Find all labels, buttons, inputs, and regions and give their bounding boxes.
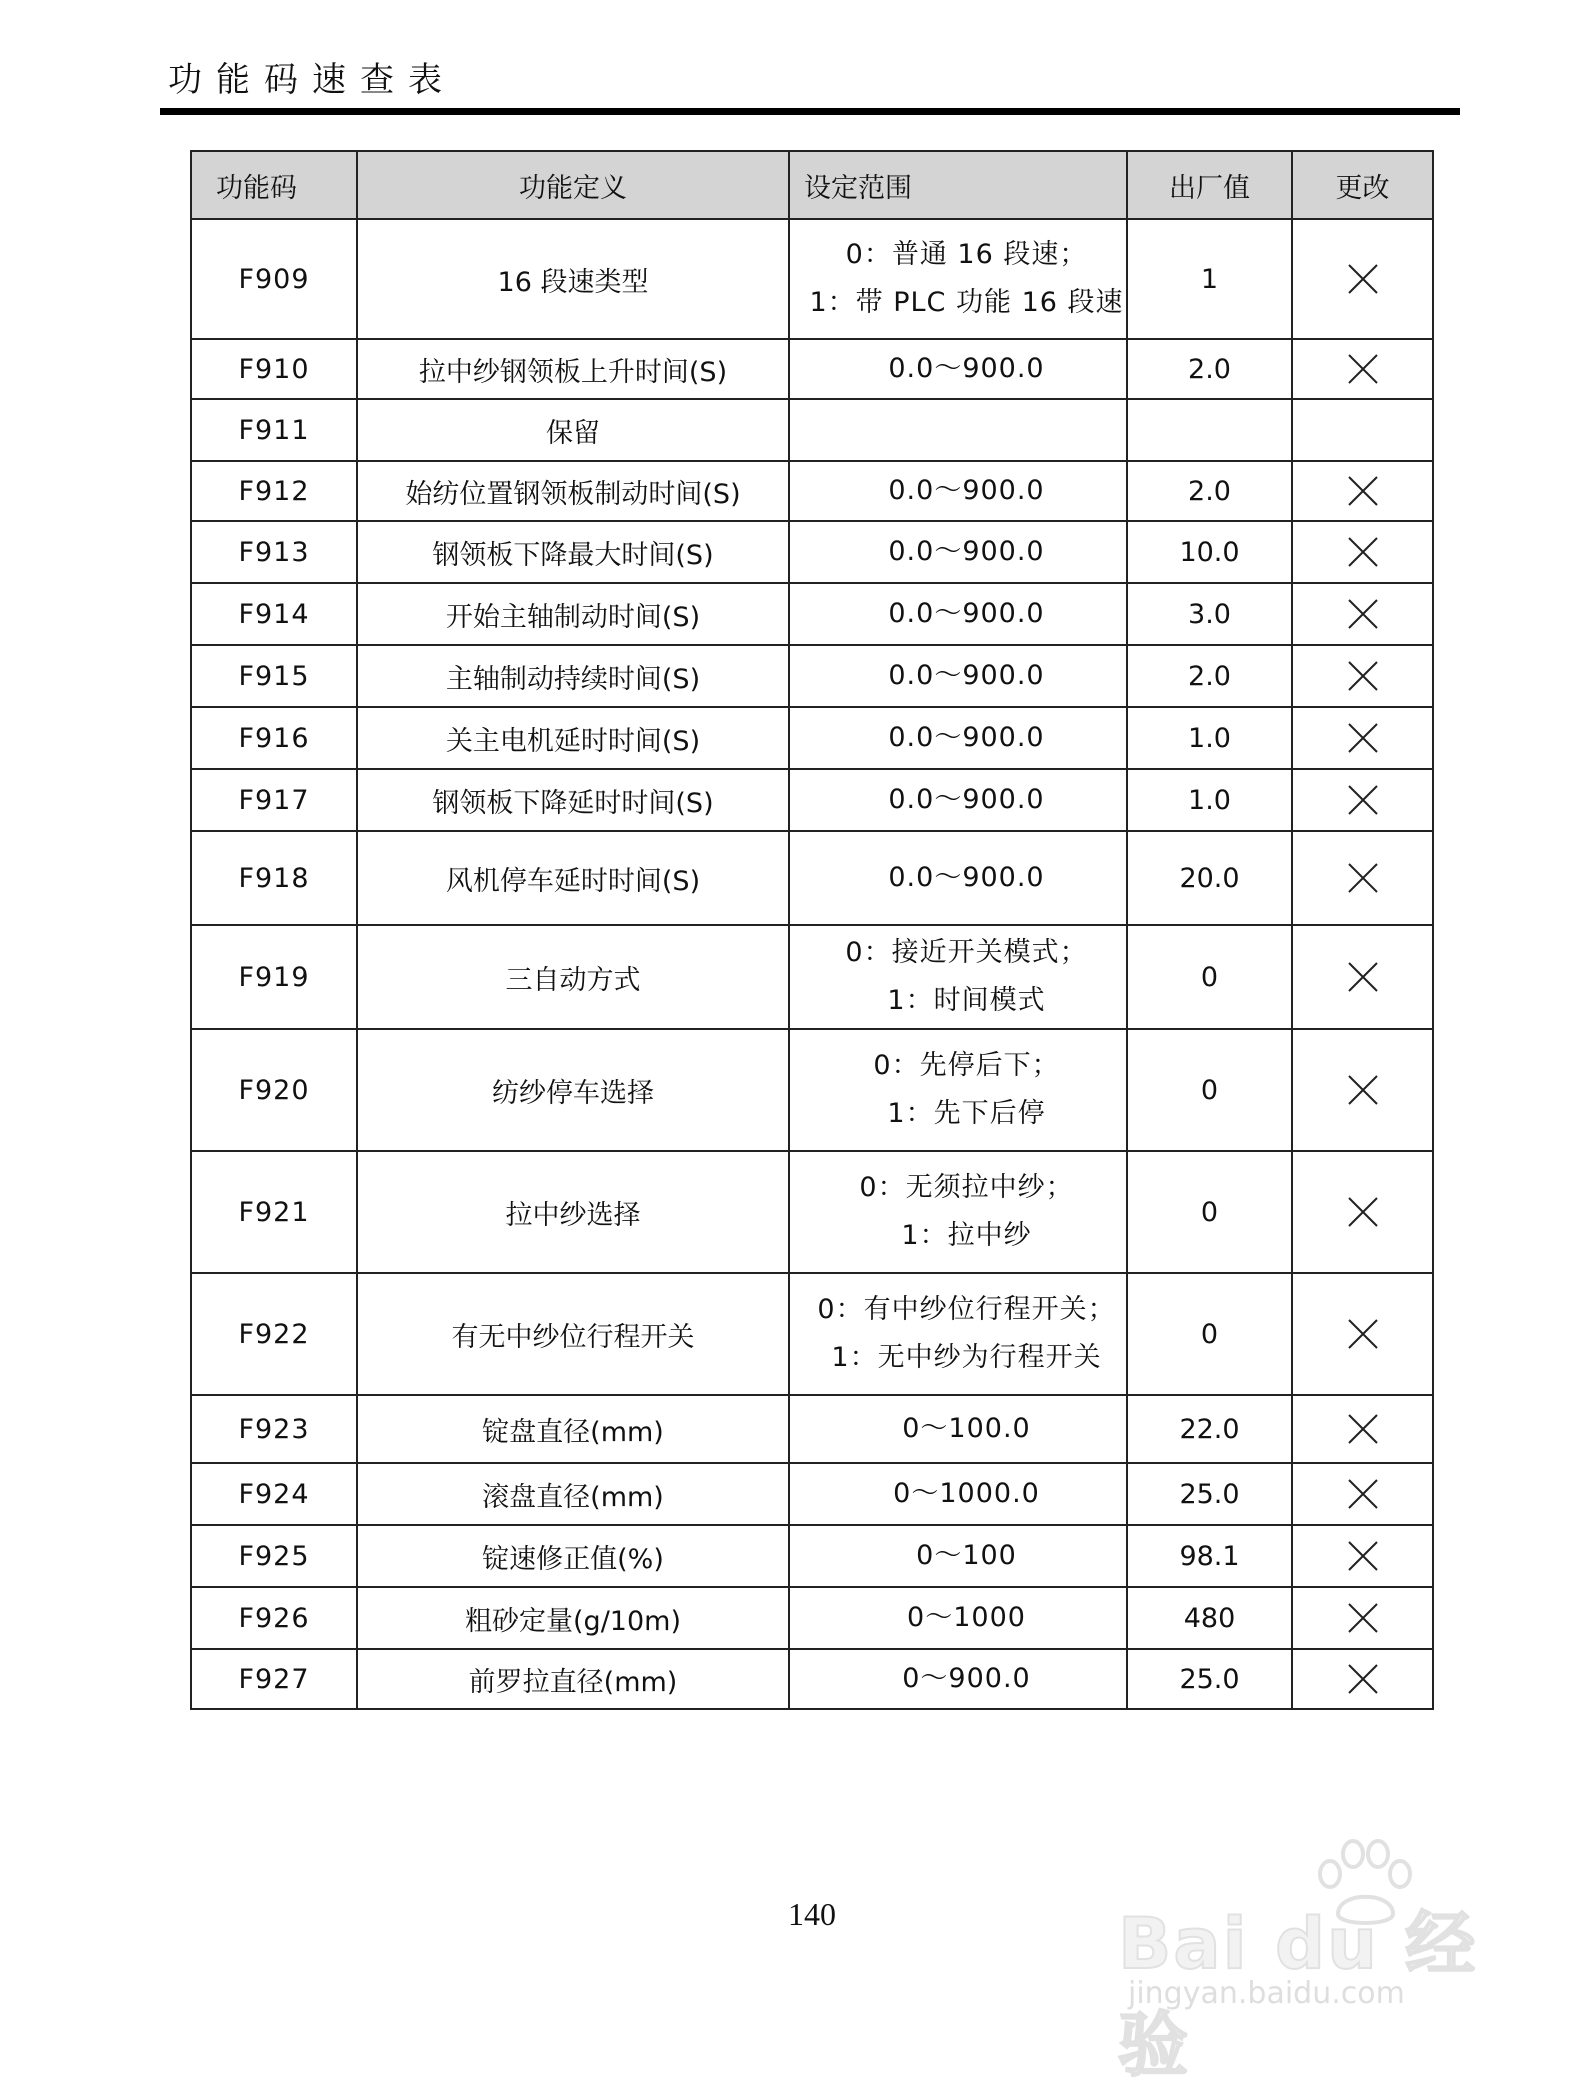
range-line: 0.0～900.0: [888, 598, 1045, 629]
table-row: [191, 925, 1433, 1029]
table-row: [191, 521, 1433, 583]
cell-definition: 滚盘直径(mm): [357, 1463, 789, 1525]
col-header-default: 出厂值: [1127, 151, 1292, 219]
cell-code: F909: [191, 219, 357, 339]
range-line: 0：无须拉中纱；: [859, 1172, 1074, 1203]
page-number: 140: [788, 1896, 836, 1932]
col-header-code: 功能码: [191, 151, 357, 219]
cell-change: [1292, 1395, 1433, 1463]
not-changeable-x-icon: [1346, 1317, 1380, 1351]
cell-change: [1292, 831, 1433, 925]
cell-definition: 16 段速类型: [357, 219, 789, 339]
cell-default: 98.1: [1127, 1525, 1292, 1587]
not-changeable-x-icon: [1346, 721, 1380, 755]
cell-default: 480: [1127, 1587, 1292, 1649]
cell-range: [789, 1151, 1127, 1273]
cell-change: [1292, 583, 1433, 645]
watermark-url: jingyan.baidu.com: [1128, 1976, 1405, 2011]
page-header-title: 功能码速查表: [168, 60, 456, 100]
not-changeable-x-icon: [1346, 783, 1380, 817]
table-row: [191, 1273, 1433, 1395]
cell-definition: 锭速修正值(%): [357, 1525, 789, 1587]
cell-code: F927: [191, 1649, 357, 1709]
cell-change: [1292, 1029, 1433, 1151]
not-changeable-x-icon: [1346, 474, 1380, 508]
table-row: [191, 1587, 1433, 1649]
not-changeable-x-icon: [1346, 1662, 1380, 1696]
cell-code: F916: [191, 707, 357, 769]
cell-range: [789, 1273, 1127, 1395]
cell-change: [1292, 1587, 1433, 1649]
cell-definition: 纺纱停车选择: [357, 1029, 789, 1151]
cell-code: F920: [191, 1029, 357, 1151]
cell-default: 0: [1127, 925, 1292, 1029]
cell-range: [789, 521, 1127, 583]
table-row: [191, 1395, 1433, 1463]
cell-code: F923: [191, 1395, 357, 1463]
cell-definition: 三自动方式: [357, 925, 789, 1029]
cell-default: 1.0: [1127, 769, 1292, 831]
cell-range: [789, 1463, 1127, 1525]
cell-default: 2.0: [1127, 461, 1292, 521]
table-row: [191, 1029, 1433, 1151]
cell-default: 25.0: [1127, 1463, 1292, 1525]
range-line: 0～1000: [907, 1602, 1026, 1633]
cell-definition: 主轴制动持续时间(S): [357, 645, 789, 707]
cell-code: F919: [191, 925, 357, 1029]
cell-default: [1127, 399, 1292, 461]
table-row: [191, 583, 1433, 645]
not-changeable-x-icon: [1346, 1073, 1380, 1107]
cell-code: F917: [191, 769, 357, 831]
range-line: 0.0～900.0: [888, 353, 1045, 384]
function-code-table: [190, 150, 1434, 1710]
cell-definition: 始纺位置钢领板制动时间(S): [357, 461, 789, 521]
range-line: 1：带 PLC 功能 16 段速: [809, 287, 1124, 318]
table-row: [191, 1151, 1433, 1273]
cell-range: [789, 1029, 1127, 1151]
range-line: 0.0～900.0: [888, 862, 1045, 893]
table-row: [191, 1649, 1433, 1709]
cell-code: F911: [191, 399, 357, 461]
cell-change: [1292, 645, 1433, 707]
table-row: [191, 769, 1433, 831]
not-changeable-x-icon: [1346, 1601, 1380, 1635]
not-changeable-x-icon: [1346, 861, 1380, 895]
cell-change: [1292, 925, 1433, 1029]
cell-code: F924: [191, 1463, 357, 1525]
table-row: [191, 1525, 1433, 1587]
cell-range: [789, 583, 1127, 645]
watermark-brand: Bai du 经验: [1118, 1903, 1478, 2086]
cell-default: 25.0: [1127, 1649, 1292, 1709]
range-line: 1：时间模式: [887, 985, 1046, 1016]
table-row: [191, 707, 1433, 769]
cell-definition: 风机停车延时时间(S): [357, 831, 789, 925]
cell-default: 22.0: [1127, 1395, 1292, 1463]
range-line: 0.0～900.0: [888, 660, 1045, 691]
cell-definition: 拉中纱钢领板上升时间(S): [357, 339, 789, 399]
not-changeable-x-icon: [1346, 262, 1380, 296]
range-line: 0～100.0: [902, 1413, 1031, 1444]
table-header-row: [191, 151, 1433, 219]
range-line: 0：接近开关模式；: [845, 937, 1088, 968]
cell-default: 1: [1127, 219, 1292, 339]
range-line: 0：先停后下；: [873, 1050, 1060, 1081]
table-row: [191, 645, 1433, 707]
cell-range: [789, 707, 1127, 769]
cell-change: [1292, 339, 1433, 399]
cell-definition: 保留: [357, 399, 789, 461]
range-line: 0～900.0: [902, 1663, 1031, 1694]
cell-code: F921: [191, 1151, 357, 1273]
cell-default: 2.0: [1127, 645, 1292, 707]
cell-definition: 拉中纱选择: [357, 1151, 789, 1273]
cell-definition: 锭盘直径(mm): [357, 1395, 789, 1463]
range-line: 0.0～900.0: [888, 722, 1045, 753]
cell-default: 0: [1127, 1151, 1292, 1273]
cell-change: [1292, 219, 1433, 339]
cell-range: [789, 1395, 1127, 1463]
not-changeable-x-icon: [1346, 1539, 1380, 1573]
not-changeable-x-icon: [1346, 659, 1380, 693]
cell-range: [789, 645, 1127, 707]
cell-range: [789, 399, 1127, 461]
header-rule: [160, 108, 1460, 115]
cell-code: F914: [191, 583, 357, 645]
range-line: 0.0～900.0: [888, 475, 1045, 506]
not-changeable-x-icon: [1346, 1195, 1380, 1229]
cell-range: [789, 925, 1127, 1029]
cell-default: 1.0: [1127, 707, 1292, 769]
cell-range: [789, 769, 1127, 831]
table-row: [191, 461, 1433, 521]
cell-range: [789, 1649, 1127, 1709]
cell-change: [1292, 769, 1433, 831]
cell-change: [1292, 1463, 1433, 1525]
cell-definition: 前罗拉直径(mm): [357, 1649, 789, 1709]
cell-change: [1292, 1273, 1433, 1395]
cell-definition: 开始主轴制动时间(S): [357, 583, 789, 645]
range-line: 0.0～900.0: [888, 784, 1045, 815]
cell-change: [1292, 521, 1433, 583]
cell-code: F925: [191, 1525, 357, 1587]
cell-code: F918: [191, 831, 357, 925]
table-row: [191, 1463, 1433, 1525]
cell-default: 10.0: [1127, 521, 1292, 583]
cell-code: F912: [191, 461, 357, 521]
table-row: [191, 831, 1433, 925]
table-body: [191, 219, 1433, 1709]
cell-change: [1292, 707, 1433, 769]
table-row: [191, 219, 1433, 339]
cell-definition: 粗砂定量(g/10m): [357, 1587, 789, 1649]
cell-definition: 钢领板下降延时时间(S): [357, 769, 789, 831]
cell-code: F922: [191, 1273, 357, 1395]
range-line: 1：无中纱为行程开关: [831, 1342, 1102, 1373]
cell-range: [789, 831, 1127, 925]
cell-range: [789, 219, 1127, 339]
range-line: 0.0～900.0: [888, 536, 1045, 567]
range-line: 1：先下后停: [887, 1098, 1046, 1129]
cell-change: [1292, 1649, 1433, 1709]
not-changeable-x-icon: [1346, 1477, 1380, 1511]
not-changeable-x-icon: [1346, 597, 1380, 631]
cell-definition: 钢领板下降最大时间(S): [357, 521, 789, 583]
cell-range: [789, 1587, 1127, 1649]
cell-range: [789, 461, 1127, 521]
cell-default: 0: [1127, 1273, 1292, 1395]
cell-definition: 关主电机延时时间(S): [357, 707, 789, 769]
col-header-change: 更改: [1292, 151, 1433, 219]
cell-change: [1292, 1151, 1433, 1273]
not-changeable-x-icon: [1346, 1412, 1380, 1446]
cell-default: 20.0: [1127, 831, 1292, 925]
range-line: 1：拉中纱: [901, 1220, 1032, 1251]
cell-default: 2.0: [1127, 339, 1292, 399]
table-row: [191, 339, 1433, 399]
cell-default: 0: [1127, 1029, 1292, 1151]
col-header-range: 设定范围: [789, 151, 1127, 219]
range-line: 0：普通 16 段速；: [845, 239, 1088, 270]
cell-change: [1292, 461, 1433, 521]
table-row: [191, 399, 1433, 461]
not-changeable-x-icon: [1346, 535, 1380, 569]
cell-definition: 有无中纱位行程开关: [357, 1273, 789, 1395]
not-changeable-x-icon: [1346, 960, 1380, 994]
range-line: 0～100: [916, 1540, 1017, 1571]
col-header-definition: 功能定义: [357, 151, 789, 219]
cell-code: F913: [191, 521, 357, 583]
cell-change: [1292, 399, 1433, 461]
cell-default: 3.0: [1127, 583, 1292, 645]
cell-range: [789, 339, 1127, 399]
cell-code: F915: [191, 645, 357, 707]
cell-change: [1292, 1525, 1433, 1587]
cell-code: F926: [191, 1587, 357, 1649]
watermark: [1118, 1836, 1498, 2086]
not-changeable-x-icon: [1346, 352, 1380, 386]
cell-range: [789, 1525, 1127, 1587]
cell-code: F910: [191, 339, 357, 399]
range-line: 0～1000.0: [893, 1478, 1040, 1509]
range-line: 0：有中纱位行程开关；: [817, 1294, 1116, 1325]
